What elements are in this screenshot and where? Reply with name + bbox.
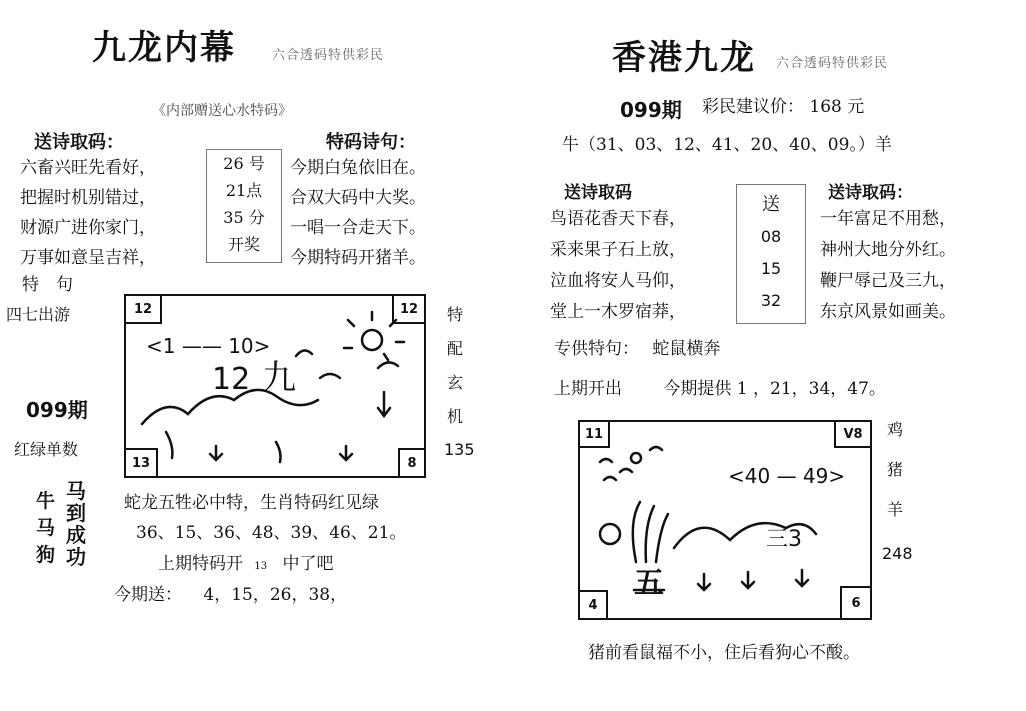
right-price <box>702 92 864 117</box>
right-last-issue <box>554 374 886 399</box>
draw-line: 开奖 <box>227 235 260 254</box>
poem-line: 东京风景如画美。 <box>820 302 956 322</box>
special-phrase-text: 蛇鼠横奔 <box>652 339 721 359</box>
animals-col2 <box>66 480 86 568</box>
poem-line: 财源广进你家门， <box>20 218 156 238</box>
this-issue-numbers: 4，15，26，38， <box>203 585 348 605</box>
right-sketch <box>580 422 870 618</box>
left-subheading: 《内部赠送心水特码》 <box>152 103 292 119</box>
animal: 狗 <box>36 544 56 566</box>
sketch-text: <1 —— 10> <box>146 334 271 358</box>
left-this-issue <box>114 580 347 605</box>
sun-icon <box>362 330 382 350</box>
sun-icon <box>631 453 641 463</box>
draw-time-text <box>207 150 281 258</box>
sun-rays <box>344 312 404 360</box>
left-numbers-line: 36、15、36、48、39、46、21。 <box>136 523 407 543</box>
gift-line: 15 <box>760 259 782 278</box>
left-special-label: 特 句 <box>22 275 73 295</box>
corner-label: 8 <box>398 448 426 478</box>
right-footer: 猪前看鼠福不小，住后看狗心不酸。 <box>588 643 860 663</box>
gift-box-text <box>737 185 805 317</box>
circle-mark <box>600 524 620 544</box>
left-send-poem-label: 送诗取码： <box>34 132 124 153</box>
right-picture-frame <box>578 420 872 620</box>
left-vertical-number: 135 <box>444 440 475 459</box>
corner-label: 4 <box>578 590 608 620</box>
poem-line: 今期特码开猪羊。 <box>290 248 426 268</box>
animal: 牛 <box>36 490 56 512</box>
right-vertical-hint <box>884 410 906 530</box>
price-value: 168 元 <box>809 97 865 117</box>
corner-label: 12 <box>124 294 162 324</box>
last-issue-label: 上期开出 <box>554 379 622 399</box>
gift-line: 08 <box>760 227 782 246</box>
gift-line: 送 <box>762 194 780 215</box>
vertical-char: 猪 <box>886 460 903 479</box>
grass-stroke <box>210 446 222 460</box>
right-issue: 099期 <box>620 98 682 122</box>
left-subtitle: 六合透码特供彩民 <box>272 48 385 63</box>
poem-line: 合双大码中大奖。 <box>290 188 426 208</box>
vertical-char: 特 <box>446 305 463 324</box>
animal: 马 <box>66 479 86 503</box>
draw-line: 21点 <box>225 181 263 200</box>
gift-line: 32 <box>760 291 782 310</box>
arrow-stroke <box>698 574 710 590</box>
bird-stroke <box>296 350 312 356</box>
left-color-hint: 红绿单数 <box>14 440 79 459</box>
poem-line: 一唱一合走天下。 <box>290 218 426 238</box>
bird-stroke <box>600 447 662 480</box>
left-vertical-hint <box>444 298 466 434</box>
sketch-text: <40 — 49> <box>728 464 846 488</box>
right-zodiac-line: 牛（31、03、12、41、20、40、09。）羊 <box>562 135 892 155</box>
poem-line: 六畜兴旺先看好， <box>20 158 156 178</box>
corner-label: 13 <box>124 448 158 478</box>
right-special-phrase <box>554 334 720 359</box>
corner-label: 6 <box>840 586 872 620</box>
last-issue-suffix: 中了吧 <box>282 554 334 574</box>
poem-line: 把握时机别错过， <box>20 188 156 208</box>
left-special-poem-label: 特码诗句： <box>326 132 416 153</box>
vertical-char: 机 <box>446 407 463 426</box>
last-issue-prefix: 上期特码开 <box>158 554 243 574</box>
right-title: 香港九龙 <box>612 38 756 78</box>
left-picture-frame <box>124 294 426 478</box>
left-last-issue <box>158 549 334 574</box>
animal: 马 <box>36 517 56 539</box>
left-special-phrase: 四七出游 <box>6 305 71 324</box>
sketch-number: 12 <box>212 362 251 397</box>
arrow-stroke <box>742 572 754 588</box>
animals-col1 <box>36 488 55 569</box>
grass-stroke <box>633 502 668 562</box>
animal: 功 <box>66 545 86 569</box>
left-issue: 099期 <box>26 398 88 422</box>
special-phrase-label: 专供特句： <box>554 339 639 359</box>
bird-stroke <box>320 374 340 378</box>
last-issue-number: 13 <box>254 561 268 572</box>
vertical-char: 玄 <box>446 373 463 392</box>
arrow-stroke <box>796 570 808 586</box>
animal: 成 <box>66 523 86 547</box>
sketch-text2: 三3 <box>766 527 802 552</box>
poem-line: 神州大地分外红。 <box>820 240 956 260</box>
gift-box <box>736 184 806 324</box>
this-issue-label: 今期送： <box>114 585 182 605</box>
corner-label: V8 <box>834 420 872 448</box>
right-poem-right <box>820 204 956 328</box>
grass-stroke <box>166 432 172 458</box>
bird-stroke <box>378 362 398 368</box>
poem-line: 泣血将安人马仰， <box>550 271 686 291</box>
left-statement: 蛇龙五牲必中特，生肖特码红见绿 <box>124 493 379 513</box>
right-poem-left <box>550 204 686 328</box>
price-label: 彩民建议价： <box>702 97 804 117</box>
animal: 到 <box>66 501 86 525</box>
vertical-char: 羊 <box>886 500 903 519</box>
left-special-poem <box>290 153 426 273</box>
draw-line: 26 号 <box>223 154 265 173</box>
right-subtitle: 六合透码特供彩民 <box>776 56 889 71</box>
sketch-char: 五 <box>634 566 664 601</box>
arrow-stroke <box>378 392 390 416</box>
grass-stroke <box>276 442 281 462</box>
poem-line: 今期白兔依旧在。 <box>290 158 426 178</box>
draw-time-box <box>206 149 282 263</box>
sketch-char: 九 <box>262 358 296 398</box>
grass-stroke <box>340 446 352 460</box>
poem-line: 鸟语花香天下春， <box>550 209 686 229</box>
corner-label: 11 <box>578 420 610 448</box>
poem-line: 一年富足不用愁， <box>820 209 956 229</box>
draw-line: 35 分 <box>223 208 265 227</box>
this-issue-text: 今期提供 1 ，21，34，47。 <box>663 379 886 399</box>
right-send-label-left: 送诗取码 <box>564 183 632 203</box>
left-title: 九龙内幕 <box>92 28 236 68</box>
vertical-char: 配 <box>446 339 463 358</box>
left-send-poem <box>20 153 156 273</box>
right-vertical-number: 248 <box>882 544 913 563</box>
poem-line: 万事如意呈吉祥， <box>20 248 156 268</box>
right-send-label-right: 送诗取码： <box>828 183 913 203</box>
poem-line: 堂上一木罗宿莽， <box>550 302 686 322</box>
corner-label: 12 <box>392 294 426 324</box>
poem-line: 采来果子石上放， <box>550 240 686 260</box>
poem-line: 鞭尸辱己及三九， <box>820 271 956 291</box>
vertical-char: 鸡 <box>886 420 903 439</box>
